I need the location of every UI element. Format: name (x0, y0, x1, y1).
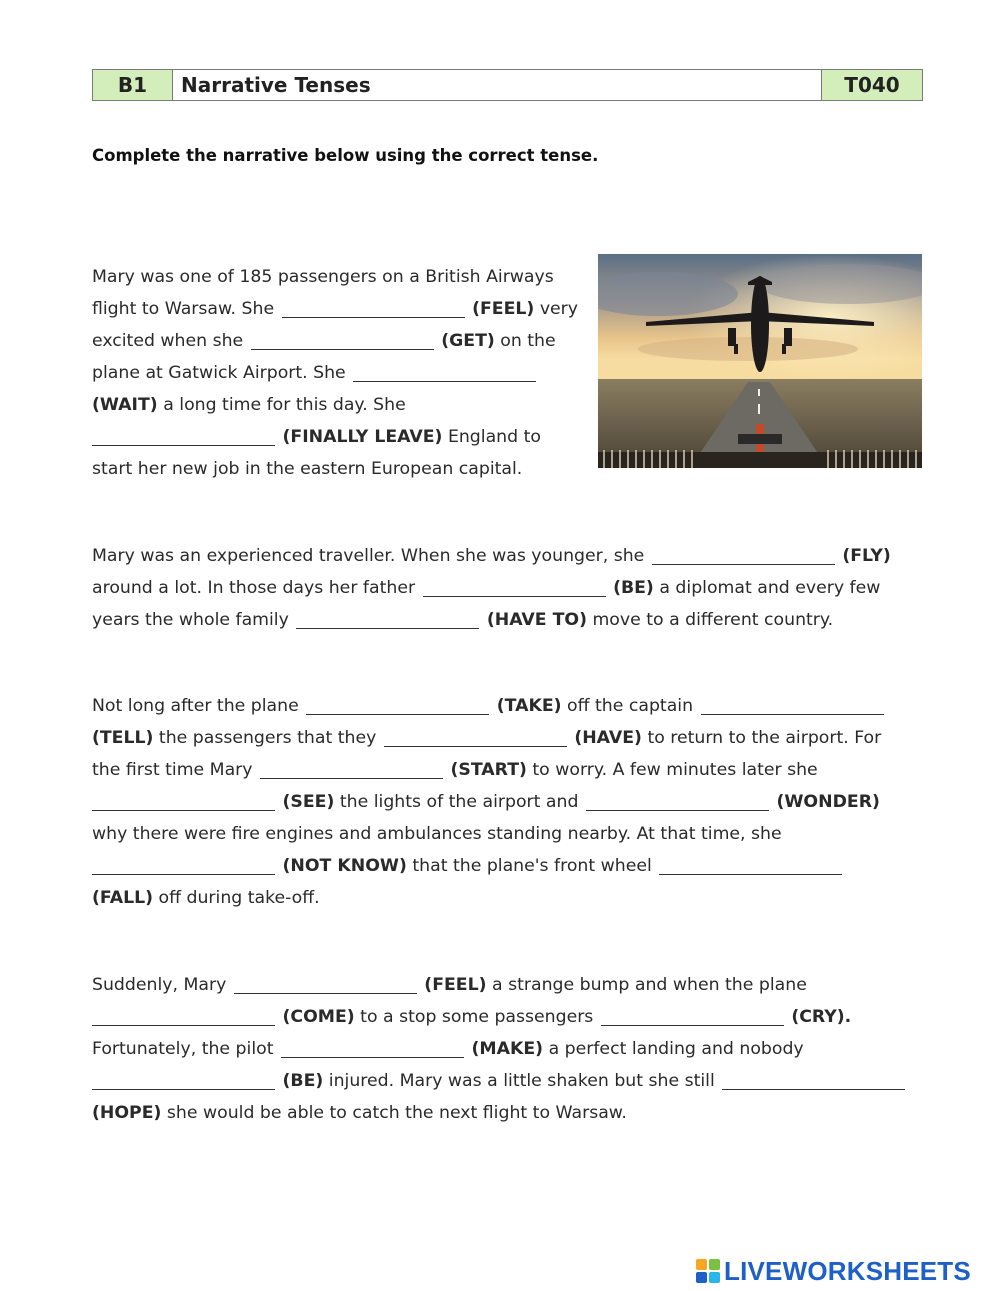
text: around a lot. In those days her father (92, 578, 416, 598)
text: years the whole family (92, 610, 289, 630)
verb-hint: (MAKE) (471, 1039, 544, 1059)
text: the passengers that they (158, 728, 377, 748)
verb-hint: (FALL) (92, 888, 154, 908)
answer-blank[interactable] (92, 425, 275, 446)
verb-hint: (FLY) (842, 546, 891, 566)
text: to return to the airport. For (647, 728, 882, 748)
text: excited when she (92, 331, 244, 351)
text: to worry. A few minutes later she (532, 760, 818, 780)
answer-blank[interactable] (234, 973, 417, 994)
text: Mary was one of 185 passengers on a British Airways (92, 267, 554, 287)
verb-hint: (HOPE) (92, 1103, 162, 1123)
brand-name: LIVEWORKSHEETS (724, 1255, 971, 1286)
text: off the captain (567, 696, 694, 716)
answer-blank[interactable] (296, 608, 479, 629)
paragraph-3 (92, 690, 886, 914)
verb-hint: (TAKE) (496, 696, 562, 716)
verb-hint: (WAIT) (92, 395, 158, 415)
text: on the (500, 331, 556, 351)
instruction-text: Complete the narrative below using the correct tense. (92, 146, 599, 165)
level-label: B1 (93, 70, 173, 100)
worksheet-code: T040 (821, 70, 922, 100)
answer-blank[interactable] (92, 1005, 275, 1026)
airplane-landing-photo (598, 254, 922, 468)
text: very (539, 299, 579, 319)
text: a long time for this day. She (163, 395, 406, 415)
text: a diplomat and every few (659, 578, 881, 598)
verb-hint: (FINALLY LEAVE) (282, 427, 443, 447)
verb-hint: (CRY). (791, 1007, 852, 1027)
verb-hint: (BE) (613, 578, 654, 598)
text: plane at Gatwick Airport. She (92, 363, 346, 383)
verb-hint: (FEEL) (472, 299, 535, 319)
text: England to (447, 427, 541, 447)
text: she would be able to catch the next flight to Warsaw. (166, 1103, 627, 1123)
text: to a stop some passengers (360, 1007, 594, 1027)
answer-blank[interactable] (586, 790, 769, 811)
verb-hint: (BE) (282, 1071, 324, 1091)
answer-blank[interactable] (659, 854, 842, 875)
verb-hint: (NOT KNOW) (282, 856, 407, 876)
answer-blank[interactable] (281, 1037, 464, 1058)
liveworksheets-logo[interactable] (696, 1256, 971, 1286)
answer-blank[interactable] (423, 576, 606, 597)
verb-hint: (HAVE TO) (486, 610, 587, 630)
answer-blank[interactable] (92, 854, 275, 875)
paragraph-4 (92, 969, 907, 1129)
answer-blank[interactable] (306, 694, 489, 715)
verb-hint: (COME) (282, 1007, 355, 1027)
answer-blank[interactable] (601, 1005, 784, 1026)
worksheet-header (92, 69, 923, 101)
answer-blank[interactable] (384, 726, 567, 747)
answer-blank[interactable] (282, 297, 465, 318)
airplane-landing-image (598, 254, 922, 468)
verb-hint: (GET) (441, 331, 495, 351)
text: Suddenly, Mary (92, 975, 227, 995)
answer-blank[interactable] (92, 1069, 275, 1090)
text: why there were fire engines and ambulances standing nearby. At that time, she (92, 824, 782, 844)
verb-hint: (SEE) (282, 792, 335, 812)
answer-blank[interactable] (92, 790, 275, 811)
text: the lights of the airport and (339, 792, 579, 812)
text: start her new job in the eastern European capital. (92, 459, 523, 479)
answer-blank[interactable] (251, 329, 434, 350)
text: a strange bump and when the plane (492, 975, 807, 995)
paragraph-1 (92, 261, 578, 485)
text: Fortunately, the pilot (92, 1039, 274, 1059)
answer-blank[interactable] (652, 544, 835, 565)
text: off during take-off. (158, 888, 320, 908)
answer-blank[interactable] (722, 1069, 905, 1090)
verb-hint: (FEEL) (424, 975, 487, 995)
paragraph-2 (92, 540, 891, 636)
text: flight to Warsaw. She (92, 299, 275, 319)
text: a perfect landing and nobody (548, 1039, 804, 1059)
text: Mary was an experienced traveller. When she was younger, she (92, 546, 645, 566)
text: injured. Mary was a little shaken but she still (328, 1071, 715, 1091)
text: move to a different country. (592, 610, 834, 630)
verb-hint: (START) (450, 760, 527, 780)
verb-hint: (HAVE) (574, 728, 642, 748)
verb-hint: (WONDER) (776, 792, 880, 812)
liveworksheets-logo-icon (696, 1259, 720, 1283)
answer-blank[interactable] (701, 694, 884, 715)
answer-blank[interactable] (353, 361, 536, 382)
text: the first time Mary (92, 760, 253, 780)
worksheet-title: Narrative Tenses (173, 70, 821, 100)
text: that the plane's front wheel (412, 856, 652, 876)
text: Not long after the plane (92, 696, 299, 716)
answer-blank[interactable] (260, 758, 443, 779)
verb-hint: (TELL) (92, 728, 154, 748)
